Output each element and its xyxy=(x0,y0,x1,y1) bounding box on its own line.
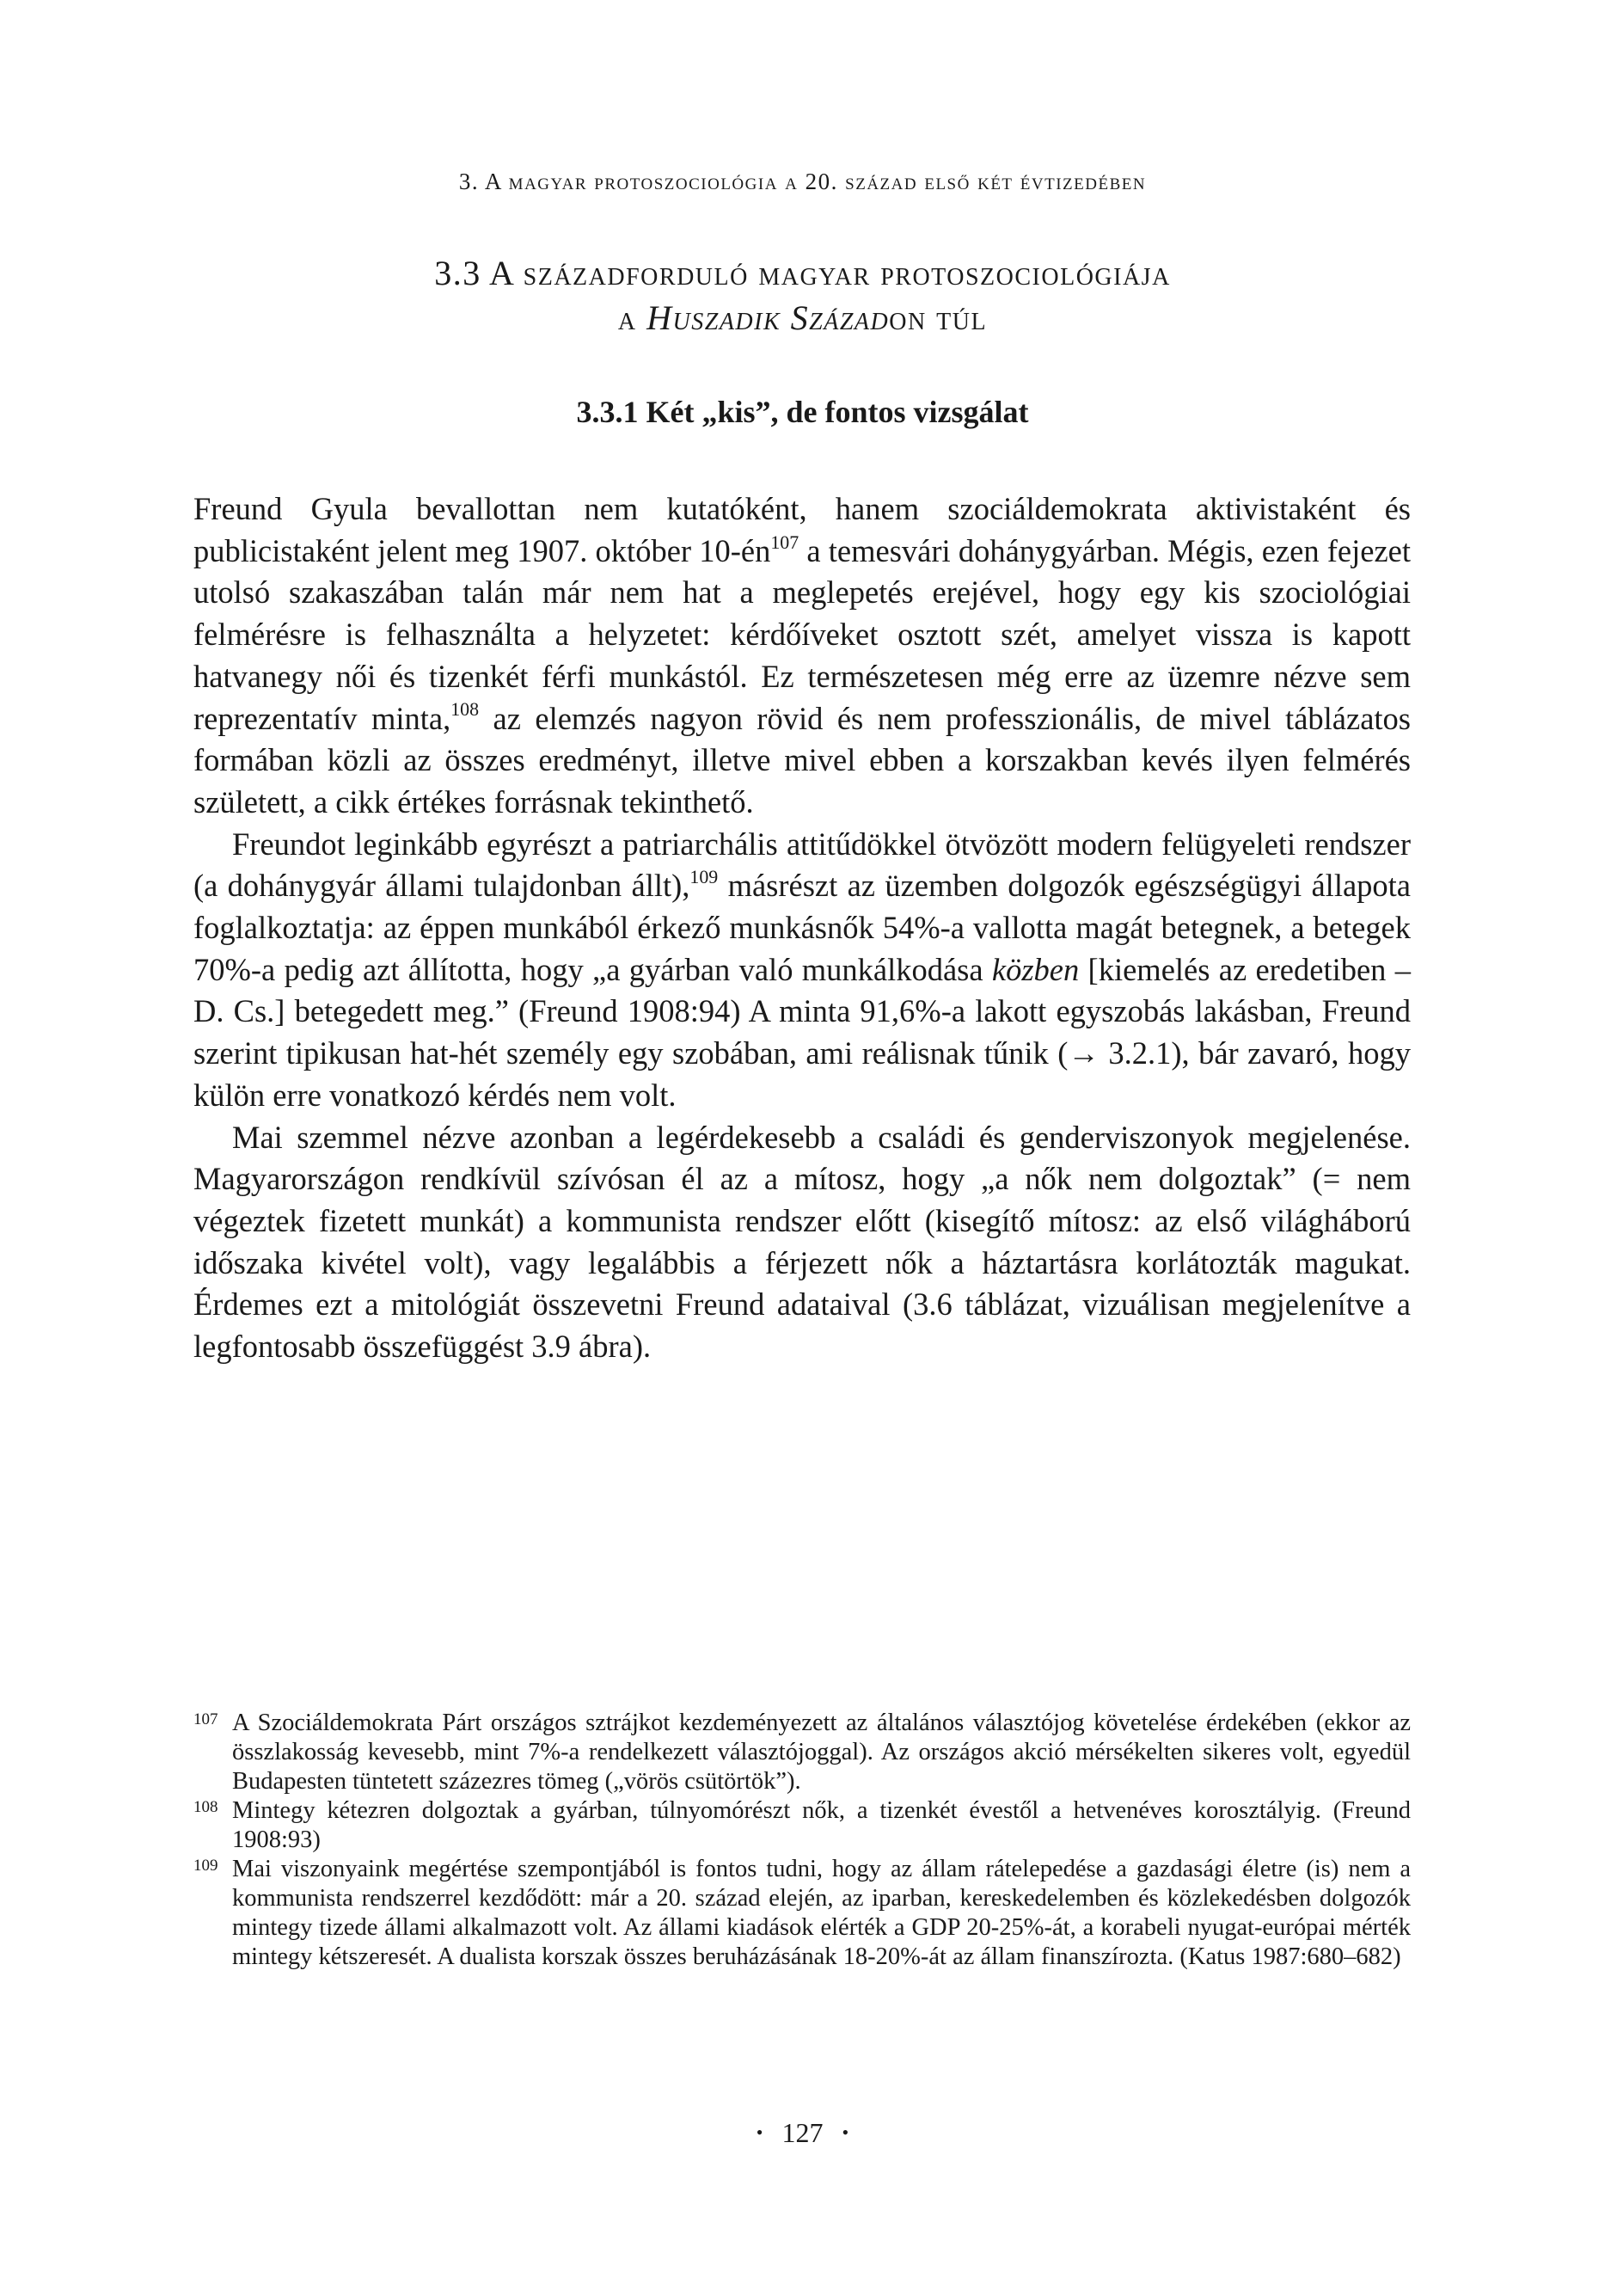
subsection-title: 3.3.1 Két „kis”, de fontos vizsgálat xyxy=(576,395,1029,429)
footnote-number: 107 xyxy=(193,1710,218,1728)
section-title-text: A századforduló magyar protoszociológiája xyxy=(488,254,1171,292)
section-title xyxy=(0,251,1605,341)
bullet-ornament-icon: • xyxy=(842,2121,849,2143)
footnote-ref-107[interactable]: 107 xyxy=(770,531,799,553)
page-footer xyxy=(0,2117,1605,2149)
page-number: 127 xyxy=(781,2117,824,2148)
footnote-text: Mai viszonyaink megértése szempontjából is fontos tudni, hogy az állam rátelepedése a gazdasági életre (is) nem a kommunista rendszerrel kezdődött: már a 20. század elején, az iparban, kereskedelemben és közlekedésben dolgozók mintegy tizede állami alkalmazott volt. Az állami kiadások elérték a GDP 20-25%-át, a korabeli nyugat-európai mérték mintegy kétszeresét. A dualista korszak összes beruházásának 18-20%-át az állam finanszírozta. (Katus 1987:680–682) xyxy=(232,1856,1411,1970)
footnote-ref-109[interactable]: 109 xyxy=(689,866,719,888)
footnote-number: 109 xyxy=(193,1857,218,1875)
bullet-ornament-icon: • xyxy=(756,2121,763,2143)
paragraph-3: Mai szemmel nézve azonban a legérdekesebb a családi és genderviszonyok megjelenése. Magyarországon rendkívül szívósan él az a mítosz, hogy „a nők nem dolgoztak” (= nem végeztek fizetett munkát) a kommunista rendszer előtt (kisegítő mítosz: az első világháború időszaka kivétel volt), vagy legalábbis a férjezett nők a háztartásra korlátozták magukat. Érdemes ezt a mitológiát összevetni Freund adataival (3.6 táblázat, vizuálisan megjelenítve a legfontosabb összefüggést 3.9 ábra). xyxy=(193,1119,1411,1365)
footnote-107 xyxy=(193,1709,1411,1796)
section-number: 3.3 xyxy=(434,254,481,292)
footnote-109 xyxy=(193,1855,1411,1972)
section-title-line-2 xyxy=(0,296,1605,341)
journal-title: Huszadik Század xyxy=(646,298,890,337)
footnote-108 xyxy=(193,1796,1411,1855)
section-title-prefix: a xyxy=(617,298,647,337)
section-title-line-1 xyxy=(0,251,1605,296)
footnote-number: 108 xyxy=(193,1798,218,1816)
footnote-text: Mintegy kétezren dolgoztak a gyárban, túlnyomórészt nők, a tizenkét évestől a hetvenéves korosztályig. (Freund 1908:93) xyxy=(232,1797,1411,1853)
paragraph-text: a temesvári dohánygyárban. Mégis, ezen fejezet utolsó szakaszában talán már nem hat a meglepetés erejével, hogy egy kis szociológiai felmérésre is felhasználta a helyzetet: kérdőíveket osztott szét, amelyet vissza is kapott hatvanegy női és tizenkét férfi munkástól. Ez természetesen még erre az üzemre nézve sem reprezentatív minta, xyxy=(193,532,1411,736)
paragraph-1 xyxy=(193,488,1411,824)
footnotes xyxy=(193,1709,1411,1972)
paragraph-text: az elemzés nagyon rövid és nem professzionális, de mivel táblázatos formában közli az összes eredményt, illetve mivel ebben a korszakban kevés ilyen felmérés született, a cikk értékes forrásnak tekinthető. xyxy=(193,700,1411,820)
footnote-ref-108[interactable]: 108 xyxy=(450,698,480,721)
body-text xyxy=(193,488,1411,1368)
running-head: 3. A magyar protoszociológia a 20. század első két évtizedében xyxy=(458,169,1147,194)
paragraph-2 xyxy=(193,824,1411,1117)
paragraph-text: Freund Gyula bevallottan nem kutatóként, hanem szociáldemokrata aktivistaként és publicistaként jelent meg 1907. október 10-én xyxy=(193,491,1411,568)
footnote-text: A Szociáldemokrata Párt országos sztrájkot kezdeményezett az általános választójog követelése érdekében (ekkor az összlakosság kevesebb, mint 7%-a rendelkezett választójoggal). Az országos akció mérsékelten sikeres volt, egyedül Budapesten tüntetett százezres tömeg („vörös csütörtök”). xyxy=(232,1710,1411,1795)
emphasis-text: közben xyxy=(991,951,1080,987)
section-title-suffix: on túl xyxy=(889,298,988,337)
paragraph-text: Freundot leginkább egyrészt a patriarchális attitűdökkel ötvözött modern felügyeleti rendszer (a dohánygyár állami tulajdonban állt), xyxy=(193,826,1411,904)
paragraph-text: [kiemelés az eredetiben – D. Cs.] betegedett meg.” (Freund 1908:94) A minta 91,6%-a lakott egyszobás lakásban, Freund szerint tipikusan hat-hét személy egy szobában, ami reálisnak tűnik (→ 3.2.1), bár zavaró, hogy külön erre vonatkozó kérdés nem volt. xyxy=(193,951,1411,1113)
paragraph-text: másrészt az üzemben dolgozók egészségügyi állapota foglalkoztatja: az éppen munkából érkező munkásnők 54%-a vallotta magát betegnek, a betegek 70%-a pedig azt állította, hogy „a gyárban való munkálkodása xyxy=(193,868,1411,987)
